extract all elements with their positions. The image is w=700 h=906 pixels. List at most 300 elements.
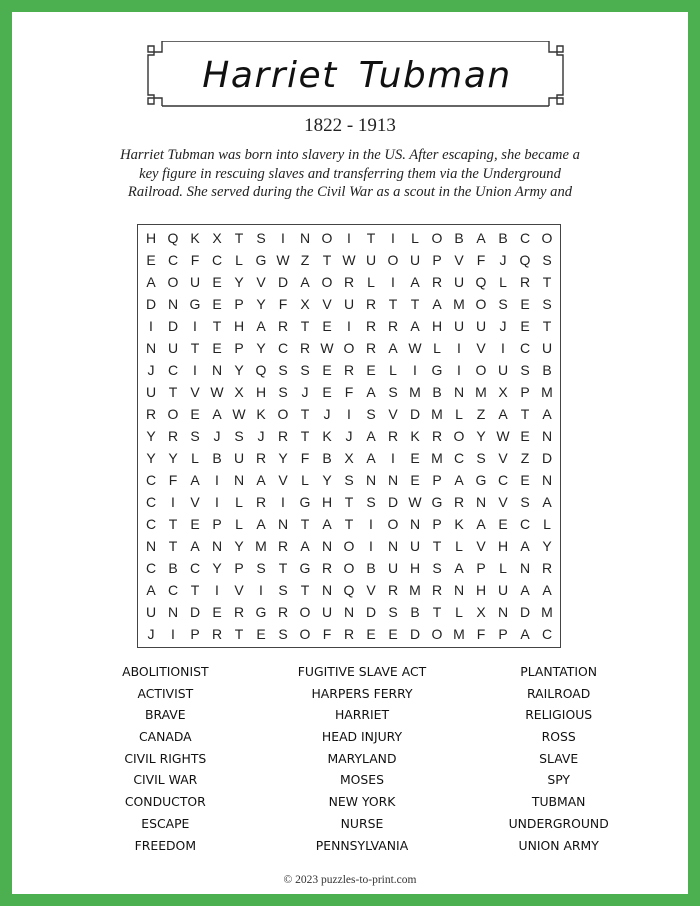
grid-cell[interactable]: O (475, 362, 487, 378)
grid-cell[interactable]: O (167, 406, 179, 422)
grid-cell[interactable]: S (190, 428, 200, 444)
grid-cell[interactable]: F (476, 252, 486, 268)
grid-cell[interactable]: F (190, 252, 200, 268)
grid-cell[interactable]: S (542, 296, 552, 312)
grid-cell[interactable]: M (431, 406, 443, 422)
grid-cell[interactable]: G (189, 296, 201, 312)
grid-cell[interactable]: J (301, 384, 309, 400)
grid-cell[interactable]: P (234, 340, 244, 356)
grid-cell[interactable]: T (234, 626, 244, 642)
grid-cell[interactable]: V (278, 472, 288, 488)
grid-cell[interactable]: R (211, 626, 223, 642)
grid-cell[interactable]: J (147, 362, 155, 378)
grid-cell[interactable]: K (190, 230, 200, 246)
grid-cell[interactable]: L (543, 516, 551, 532)
grid-cell[interactable]: T (278, 560, 288, 576)
grid-cell[interactable]: V (190, 384, 200, 400)
grid-cell[interactable]: G (431, 362, 443, 378)
grid-cell[interactable]: R (277, 538, 289, 554)
grid-cell[interactable]: B (454, 230, 464, 246)
grid-cell[interactable]: A (476, 230, 486, 246)
grid-cell[interactable]: K (410, 428, 420, 444)
grid-cell[interactable]: U (365, 252, 377, 268)
grid-cell[interactable]: N (321, 582, 333, 598)
grid-cell[interactable]: U (145, 604, 157, 620)
grid-cell[interactable]: Y (476, 428, 486, 444)
grid-cell[interactable]: N (387, 472, 399, 488)
grid-cell[interactable]: J (499, 252, 507, 268)
grid-cell[interactable]: S (388, 384, 398, 400)
grid-cell[interactable]: M (255, 538, 267, 554)
grid-cell[interactable]: M (453, 626, 465, 642)
grid-cell[interactable]: R (277, 428, 289, 444)
grid-cell[interactable]: P (498, 626, 508, 642)
grid-cell[interactable]: J (257, 428, 265, 444)
grid-cell[interactable]: R (387, 318, 399, 334)
grid-cell[interactable]: T (234, 230, 244, 246)
grid-cell[interactable]: E (212, 274, 222, 290)
grid-cell[interactable]: A (256, 472, 266, 488)
grid-cell[interactable]: I (369, 516, 373, 532)
grid-cell[interactable]: A (300, 274, 310, 290)
word-search-grid[interactable] (137, 224, 561, 648)
grid-cell[interactable]: E (212, 604, 222, 620)
grid-cell[interactable]: V (476, 538, 486, 554)
grid-cell[interactable]: Y (146, 428, 156, 444)
grid-cell[interactable]: A (410, 318, 420, 334)
grid-cell[interactable]: A (256, 318, 266, 334)
grid-cell[interactable]: E (520, 428, 530, 444)
grid-cell[interactable]: W (496, 428, 510, 444)
grid-cell[interactable]: F (476, 626, 486, 642)
grid-cell[interactable]: A (432, 296, 442, 312)
grid-cell[interactable]: E (388, 626, 398, 642)
grid-cell[interactable]: D (387, 494, 399, 510)
grid-cell[interactable]: C (519, 340, 531, 356)
grid-cell[interactable]: U (387, 560, 399, 576)
grid-cell[interactable]: P (212, 516, 222, 532)
grid-cell[interactable]: D (409, 406, 421, 422)
grid-cell[interactable]: I (413, 362, 417, 378)
grid-cell[interactable]: W (408, 340, 422, 356)
grid-cell[interactable]: V (190, 494, 200, 510)
grid-cell[interactable]: S (234, 428, 244, 444)
grid-cell[interactable]: F (322, 626, 332, 642)
grid-cell[interactable]: O (321, 230, 333, 246)
grid-cell[interactable]: R (365, 340, 377, 356)
grid-cell[interactable]: A (520, 626, 530, 642)
grid-cell[interactable]: U (453, 274, 465, 290)
grid-cell[interactable]: B (212, 450, 222, 466)
grid-cell[interactable]: A (256, 516, 266, 532)
grid-cell[interactable]: I (215, 494, 219, 510)
grid-cell[interactable]: D (365, 604, 377, 620)
grid-cell[interactable]: R (167, 428, 179, 444)
grid-cell[interactable]: I (391, 274, 395, 290)
grid-cell[interactable]: K (256, 406, 266, 422)
grid-cell[interactable]: N (497, 604, 509, 620)
grid-cell[interactable]: R (343, 274, 355, 290)
grid-cell[interactable]: X (498, 384, 508, 400)
grid-cell[interactable]: Y (234, 274, 244, 290)
grid-cell[interactable]: A (410, 274, 420, 290)
grid-cell[interactable]: R (519, 274, 531, 290)
grid-cell[interactable]: A (146, 582, 156, 598)
grid-cell[interactable]: N (145, 340, 157, 356)
grid-cell[interactable]: F (278, 296, 288, 312)
grid-cell[interactable]: H (409, 560, 421, 576)
grid-cell[interactable]: C (167, 362, 179, 378)
grid-cell[interactable]: T (344, 494, 354, 510)
grid-cell[interactable]: S (542, 252, 552, 268)
grid-cell[interactable]: C (497, 472, 509, 488)
grid-cell[interactable]: U (343, 296, 355, 312)
grid-cell[interactable]: S (278, 384, 288, 400)
grid-cell[interactable]: X (212, 230, 222, 246)
grid-cell[interactable]: M (541, 384, 553, 400)
grid-cell[interactable]: N (541, 472, 553, 488)
grid-cell[interactable]: R (365, 296, 377, 312)
grid-cell[interactable]: L (455, 406, 463, 422)
grid-cell[interactable]: R (431, 428, 443, 444)
grid-cell[interactable]: U (321, 604, 333, 620)
grid-cell[interactable]: Q (167, 230, 179, 246)
grid-cell[interactable]: S (388, 604, 398, 620)
grid-cell[interactable]: I (171, 626, 175, 642)
grid-cell[interactable]: C (519, 516, 531, 532)
grid-cell[interactable]: C (211, 252, 223, 268)
grid-cell[interactable]: U (189, 274, 201, 290)
grid-cell[interactable]: M (541, 604, 553, 620)
grid-cell[interactable]: L (455, 604, 463, 620)
grid-cell[interactable]: T (168, 384, 178, 400)
grid-cell[interactable]: B (542, 362, 552, 378)
grid-cell[interactable]: I (457, 340, 461, 356)
grid-cell[interactable]: T (168, 516, 178, 532)
grid-cell[interactable]: A (190, 538, 200, 554)
grid-cell[interactable]: Y (322, 472, 332, 488)
grid-cell[interactable]: S (256, 230, 266, 246)
grid-cell[interactable]: J (499, 318, 507, 334)
grid-cell[interactable]: Y (542, 538, 552, 554)
grid-cell[interactable]: T (300, 516, 310, 532)
grid-cell[interactable]: E (410, 472, 420, 488)
grid-cell[interactable]: B (322, 450, 332, 466)
grid-cell[interactable]: R (277, 604, 289, 620)
grid-cell[interactable]: L (389, 362, 397, 378)
grid-cell[interactable]: O (431, 626, 443, 642)
grid-cell[interactable]: G (431, 494, 443, 510)
grid-cell[interactable]: E (520, 472, 530, 488)
grid-cell[interactable]: C (167, 252, 179, 268)
grid-cell[interactable]: G (255, 604, 267, 620)
grid-cell[interactable]: A (520, 582, 530, 598)
grid-cell[interactable]: J (345, 428, 353, 444)
grid-cell[interactable]: W (276, 252, 290, 268)
grid-cell[interactable]: I (281, 494, 285, 510)
grid-cell[interactable]: J (323, 406, 331, 422)
grid-cell[interactable]: T (300, 428, 310, 444)
grid-cell[interactable]: W (408, 494, 422, 510)
grid-cell[interactable]: L (455, 538, 463, 554)
grid-cell[interactable]: R (431, 582, 443, 598)
grid-cell[interactable]: S (300, 362, 310, 378)
grid-cell[interactable]: C (167, 582, 179, 598)
grid-cell[interactable]: V (322, 296, 332, 312)
grid-cell[interactable]: D (145, 296, 157, 312)
grid-cell[interactable]: E (520, 296, 530, 312)
grid-cell[interactable]: N (167, 604, 179, 620)
grid-cell[interactable]: C (453, 450, 465, 466)
grid-cell[interactable]: N (277, 516, 289, 532)
grid-cell[interactable]: S (278, 626, 288, 642)
grid-cell[interactable]: D (167, 318, 179, 334)
grid-cell[interactable]: P (432, 472, 442, 488)
grid-cell[interactable]: E (322, 384, 332, 400)
grid-cell[interactable]: N (145, 538, 157, 554)
grid-cell[interactable]: P (432, 252, 442, 268)
grid-cell[interactable]: L (235, 252, 243, 268)
grid-cell[interactable]: N (519, 560, 531, 576)
grid-cell[interactable]: R (343, 626, 355, 642)
grid-cell[interactable]: E (410, 450, 420, 466)
grid-cell[interactable]: O (299, 626, 311, 642)
grid-cell[interactable]: R (233, 604, 245, 620)
grid-cell[interactable]: E (366, 362, 376, 378)
grid-cell[interactable]: S (256, 560, 266, 576)
grid-cell[interactable]: N (365, 472, 377, 488)
grid-cell[interactable]: O (277, 406, 289, 422)
grid-cell[interactable]: M (409, 582, 421, 598)
grid-cell[interactable]: W (232, 406, 246, 422)
grid-cell[interactable]: G (255, 252, 267, 268)
grid-cell[interactable]: I (347, 318, 351, 334)
grid-cell[interactable]: L (191, 450, 199, 466)
grid-cell[interactable]: O (541, 230, 553, 246)
grid-cell[interactable]: R (365, 318, 377, 334)
grid-cell[interactable]: S (278, 582, 288, 598)
grid-cell[interactable]: O (387, 516, 399, 532)
grid-cell[interactable]: T (542, 318, 552, 334)
grid-cell[interactable]: D (541, 450, 553, 466)
grid-cell[interactable]: L (367, 274, 375, 290)
grid-cell[interactable]: I (391, 450, 395, 466)
grid-cell[interactable]: B (498, 230, 508, 246)
grid-cell[interactable]: H (145, 230, 157, 246)
grid-cell[interactable]: C (189, 560, 201, 576)
grid-cell[interactable]: T (190, 340, 200, 356)
grid-cell[interactable]: X (300, 296, 310, 312)
grid-cell[interactable]: M (453, 296, 465, 312)
grid-cell[interactable]: T (388, 296, 398, 312)
grid-cell[interactable]: P (234, 296, 244, 312)
grid-cell[interactable]: V (234, 582, 244, 598)
grid-cell[interactable]: E (190, 516, 200, 532)
grid-cell[interactable]: U (541, 340, 553, 356)
grid-cell[interactable]: B (410, 604, 420, 620)
grid-cell[interactable]: N (541, 428, 553, 444)
grid-cell[interactable]: S (366, 406, 376, 422)
grid-cell[interactable]: S (498, 296, 508, 312)
grid-cell[interactable]: A (322, 516, 332, 532)
grid-cell[interactable]: T (344, 516, 354, 532)
grid-cell[interactable]: T (520, 406, 530, 422)
grid-cell[interactable]: Y (168, 450, 178, 466)
grid-cell[interactable]: B (432, 384, 442, 400)
grid-cell[interactable]: A (498, 406, 508, 422)
grid-cell[interactable]: N (167, 296, 179, 312)
grid-cell[interactable]: Q (343, 582, 355, 598)
grid-cell[interactable]: G (299, 494, 311, 510)
grid-cell[interactable]: O (343, 560, 355, 576)
grid-cell[interactable]: X (344, 450, 354, 466)
grid-cell[interactable]: H (497, 538, 509, 554)
grid-cell[interactable]: M (431, 450, 443, 466)
grid-cell[interactable]: E (212, 296, 222, 312)
grid-cell[interactable]: T (300, 582, 310, 598)
grid-cell[interactable]: H (431, 318, 443, 334)
grid-cell[interactable]: E (190, 406, 200, 422)
grid-cell[interactable]: U (145, 384, 157, 400)
grid-cell[interactable]: P (234, 560, 244, 576)
grid-cell[interactable]: U (453, 318, 465, 334)
grid-cell[interactable]: A (542, 406, 552, 422)
grid-cell[interactable]: T (542, 274, 552, 290)
grid-cell[interactable]: U (497, 362, 509, 378)
grid-cell[interactable]: U (475, 318, 487, 334)
grid-cell[interactable]: M (475, 384, 487, 400)
grid-cell[interactable]: R (277, 318, 289, 334)
grid-cell[interactable]: I (391, 230, 395, 246)
grid-cell[interactable]: L (433, 340, 441, 356)
grid-cell[interactable]: S (520, 494, 530, 510)
grid-cell[interactable]: N (475, 494, 487, 510)
grid-cell[interactable]: D (277, 274, 289, 290)
grid-cell[interactable]: Y (278, 450, 288, 466)
grid-cell[interactable]: A (542, 494, 552, 510)
grid-cell[interactable]: G (475, 472, 487, 488)
grid-cell[interactable]: E (366, 626, 376, 642)
grid-cell[interactable]: W (210, 384, 224, 400)
grid-cell[interactable]: D (189, 604, 201, 620)
grid-cell[interactable]: E (498, 516, 508, 532)
grid-cell[interactable]: R (541, 560, 553, 576)
grid-cell[interactable]: W (342, 252, 356, 268)
grid-cell[interactable]: Z (300, 252, 310, 268)
grid-cell[interactable]: U (233, 450, 245, 466)
grid-cell[interactable]: V (498, 494, 508, 510)
grid-cell[interactable]: P (432, 516, 442, 532)
grid-cell[interactable]: I (369, 538, 373, 554)
grid-cell[interactable]: R (387, 582, 399, 598)
grid-cell[interactable]: V (256, 274, 266, 290)
grid-cell[interactable]: R (387, 428, 399, 444)
grid-cell[interactable]: L (235, 516, 243, 532)
grid-cell[interactable]: H (321, 494, 333, 510)
grid-cell[interactable]: C (145, 472, 157, 488)
grid-cell[interactable]: Z (520, 450, 530, 466)
grid-cell[interactable]: I (347, 230, 351, 246)
grid-cell[interactable]: L (499, 560, 507, 576)
grid-cell[interactable]: C (541, 626, 553, 642)
grid-cell[interactable]: O (343, 538, 355, 554)
grid-cell[interactable]: T (432, 604, 442, 620)
grid-cell[interactable]: N (409, 516, 421, 532)
grid-cell[interactable]: K (322, 428, 332, 444)
grid-cell[interactable]: S (366, 494, 376, 510)
grid-cell[interactable]: X (234, 384, 244, 400)
grid-cell[interactable]: R (255, 494, 267, 510)
grid-cell[interactable]: O (453, 428, 465, 444)
grid-cell[interactable]: I (501, 340, 505, 356)
grid-cell[interactable]: Y (234, 362, 244, 378)
grid-cell[interactable]: Y (256, 296, 266, 312)
grid-cell[interactable]: T (212, 318, 222, 334)
grid-cell[interactable]: I (149, 318, 153, 334)
grid-cell[interactable]: R (343, 362, 355, 378)
grid-cell[interactable]: H (255, 384, 267, 400)
grid-cell[interactable]: N (453, 384, 465, 400)
grid-cell[interactable]: T (432, 538, 442, 554)
grid-cell[interactable]: T (322, 252, 332, 268)
grid-cell[interactable]: A (146, 274, 156, 290)
grid-cell[interactable]: P (520, 384, 530, 400)
grid-cell[interactable]: A (366, 428, 376, 444)
grid-cell[interactable]: U (409, 252, 421, 268)
grid-cell[interactable]: C (145, 494, 157, 510)
grid-cell[interactable]: E (212, 340, 222, 356)
grid-cell[interactable]: Y (234, 538, 244, 554)
grid-cell[interactable]: U (497, 582, 509, 598)
grid-cell[interactable]: A (212, 406, 222, 422)
grid-cell[interactable]: T (410, 296, 420, 312)
grid-cell[interactable]: T (190, 582, 200, 598)
grid-cell[interactable]: V (366, 582, 376, 598)
grid-cell[interactable]: P (476, 560, 486, 576)
grid-cell[interactable]: O (321, 274, 333, 290)
grid-cell[interactable]: Z (476, 406, 486, 422)
grid-cell[interactable]: Q (519, 252, 531, 268)
grid-cell[interactable]: W (320, 340, 334, 356)
grid-cell[interactable]: V (476, 340, 486, 356)
grid-cell[interactable]: E (322, 362, 332, 378)
grid-cell[interactable]: J (213, 428, 221, 444)
grid-cell[interactable]: V (388, 406, 398, 422)
grid-cell[interactable]: I (215, 582, 219, 598)
grid-cell[interactable]: Y (256, 340, 266, 356)
grid-cell[interactable]: L (301, 472, 309, 488)
grid-cell[interactable]: U (167, 340, 179, 356)
grid-cell[interactable]: E (520, 318, 530, 334)
grid-cell[interactable]: E (256, 626, 266, 642)
grid-cell[interactable]: B (366, 560, 376, 576)
grid-cell[interactable]: L (411, 230, 419, 246)
grid-cell[interactable]: C (145, 560, 157, 576)
grid-cell[interactable]: I (259, 582, 263, 598)
grid-cell[interactable]: A (366, 384, 376, 400)
grid-cell[interactable]: N (299, 230, 311, 246)
grid-cell[interactable]: K (454, 516, 464, 532)
grid-cell[interactable]: A (454, 560, 464, 576)
grid-cell[interactable]: A (366, 450, 376, 466)
grid-cell[interactable]: N (211, 362, 223, 378)
grid-cell[interactable]: S (432, 560, 442, 576)
grid-cell[interactable]: C (519, 230, 531, 246)
grid-cell[interactable]: O (299, 604, 311, 620)
grid-cell[interactable]: G (299, 560, 311, 576)
grid-cell[interactable]: C (277, 340, 289, 356)
grid-cell[interactable]: L (235, 494, 243, 510)
